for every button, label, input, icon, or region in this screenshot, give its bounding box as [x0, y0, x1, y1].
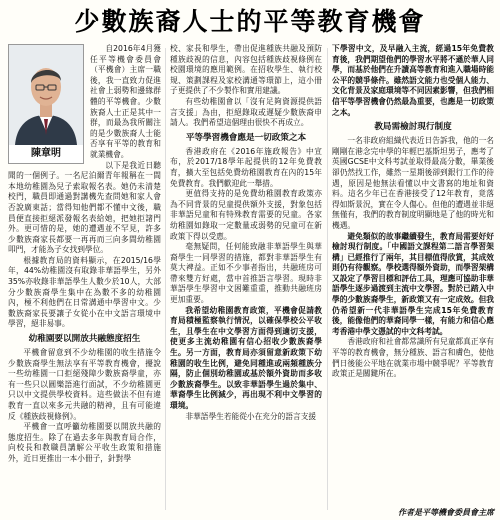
paragraph: 根據教育局的資料顯示，在2015/16學年，44%幼稚園沒有取錄非華語學生，另外35%亦收錄非華語學生人數少於10人，大部分少數族裔學生集中在為數不多的幼稚園內，極不利他們在日常溝通中學習中文。少數族裔家長要讓子女從小在中文語言環境中學習，絕非易事。 [8, 255, 161, 329]
paragraph: 自2016年4月獲任平等機會委員會（平機會）主席一職後，我一直致力促進社會上弱勢和邊緣群體的平等機會。少數族裔人士正是其中一群，而最為我所關注的是少數族裔人士能否享有平等的教育和就業機會。 [90, 44, 161, 159]
paragraph: 校、家長和學生，帶出促進種族共融及預防種族歧視的信息，內容包括種族歧視條例在校園環境的應用範例。在招收學生、執行校規、策劃課程及家校溝通等環節上，這小冊子更提供了不少製作和實用建議。 [170, 44, 322, 96]
paragraph-emphasis: 避免類似的故事繼續發生，教育局需要好好檢討現行制度。「中國語文課程第二語言學習架構」已經推行了兩年，其目標值得欣賞，其成效則仍有待觀察。學校選得額外資助，而學習架構又設定了學習目標和評估工具，理應可協助非華語學生逐步過渡到主流中文學習。對於已踏入中學的少數族裔學生，新政策又有一定成效。但我仍希望新一代非華語學生完成15年免費教育後，能像他們的華裔同學一樣，有能力和信心應考香港中學文憑試的中文科考試。 [332, 231, 494, 336]
paragraph: 平機會留意到不少幼稚園的收生措施令少數族裔學生無法享有平等教育機會，擾說一些幼稚園一口拒絕殘障少數族裔學童，亦有一些只以圓樂語進行面試，不少幼稚園更只以中文提供學校資料。這些做法不但有違教育一直以來多元共融的精神，且有可能違反《種族歧視條例》。 [8, 348, 161, 421]
author-name: 陳章明 [9, 145, 83, 163]
column-divider [327, 48, 328, 510]
paragraph: 有些幼稚園會以「沒有足夠資源提供語言支援」為由，拒絕錄取或遲疑少數族裔申請人。我們希望這個理由很快不再成立。 [170, 96, 322, 128]
author-photo [8, 44, 84, 164]
column-2 [170, 44, 322, 512]
headline: 少數族裔人士的平等教育機會 [74, 7, 426, 36]
section-heading: 幼稚園要以開放共融態度招生 [28, 334, 141, 345]
column-divider [165, 48, 166, 510]
section-heading: 平等學習機會應是一切政策之本 [185, 132, 307, 143]
paragraph: 一名非政府組織代表近日告訴我，他的一名剛剛在港念完中學的年輕巴基斯坦男子，應考了英國GCSE中文科考試並取得最高分數，畢業後卻仍然找工作，雖然一星期後卻到銀行工作的待遇，原因是他無法看懂以中文書寫的地址和資料。這名少年已在香港接受了12年教育，竟落得如斯景況，實在令人傷心。但他的遭遇並非絕無僅有，我們的教育制度明顯地是了他的時光和機遇。 [332, 136, 494, 230]
byline: 作者是平等機會委員會主席 [398, 508, 494, 517]
paragraph: 更值得支持的是免費幼稚園教育政策亦為不同背景的兒童提供額外支援，對象包括非華語兒童和有特殊教育需要的兒童。各家幼稚園如錄取一定數量或弱勢的兒童可在新政策下得以受惠。 [170, 189, 322, 241]
paragraph: 香港政府和社會都常識所有兒童都真正享有平等的教育機會，無分種族、語言和膚色，使他們日後能公平地在就業市場中競爭呢？平等教育政策正是關鍵所在。 [332, 337, 494, 379]
paragraph-emphasis: 下學習中文，及早融入主流，經過15年免費教育後，我們期望他們的學習水平將不遜於華人同學，而基於他們在升讀高等教育和進入職場時能公平的競爭條件。雖然語文能力也受個人能力、文化背景及家庭環境等不同因素影響，但我們相信平等學習機會仍然最為重要，也應是一切政策之本。 [332, 44, 494, 117]
section-heading: 教局需檢討現行制度 [374, 122, 452, 133]
paragraph: 毫無疑問，任何能致融非華語學生與華裔學生一同學習的措施，都對非華語學生有莫大裨益。正如不少事者指出，共融班房可帶來雙方好處，當中首推語言學習。現時非華語學生學習中文困難重重，推動共融班房更加重要。 [170, 242, 322, 305]
paragraph: 以下是我近日聽聞的一個例子。一名尼泊爾青年報稱在一間本地幼稚園為兒子索取報名表。她仍未清楚校門，職員即通過對講機先查問她和家人會否說廣東話；當得知他們都不懂中文後，職員便直接拒絕派發報名表給她，把她拒諸門外。更可惜的是，她的遭遇並不罕見，許多少數族裔家長都要一再再而三向多間幼稚園叩門，才能為子女找到學位。 [8, 160, 161, 255]
author-portrait-icon [9, 45, 83, 145]
paragraph-emphasis: 我希望幼稚園教育政策，平機會促請教育局積極監察執行情況，以確保學校公平收生，且學生在中文學習方面得到適切支援，使更多主流幼稚園有信心招收少數族裔學生。另一方面，教育局亦須留意新政策下幼稚園的收生比例，避免同種進或兩頻種族分隔，防止個別幼稚園或基於額外資助而多收少數族裔學生。以致非華語學生過於集中、華裔學生比例減少，再出現不利中文學習的環境。 [170, 305, 322, 410]
paragraph: 非華語學生若能從小在充分的語言支援 [185, 411, 317, 421]
column-1 [8, 44, 161, 512]
column-3 [332, 44, 494, 512]
paragraph: 香港政府在《2016年施政報告》中宣布，於2017/18學年起提供的12年免費教育，擴大至包括免費幼稚園教育在內的15年免費教育。我們歡迎此一舉措。 [170, 146, 322, 188]
paragraph: 平機會一直呼籲幼稚園要以開放共融的態度招生。除了在過去多年與教育局合作，向校長和教職員講解公平收生政策和措施外，近日更推出一本小冊子，針對學 [8, 422, 161, 463]
